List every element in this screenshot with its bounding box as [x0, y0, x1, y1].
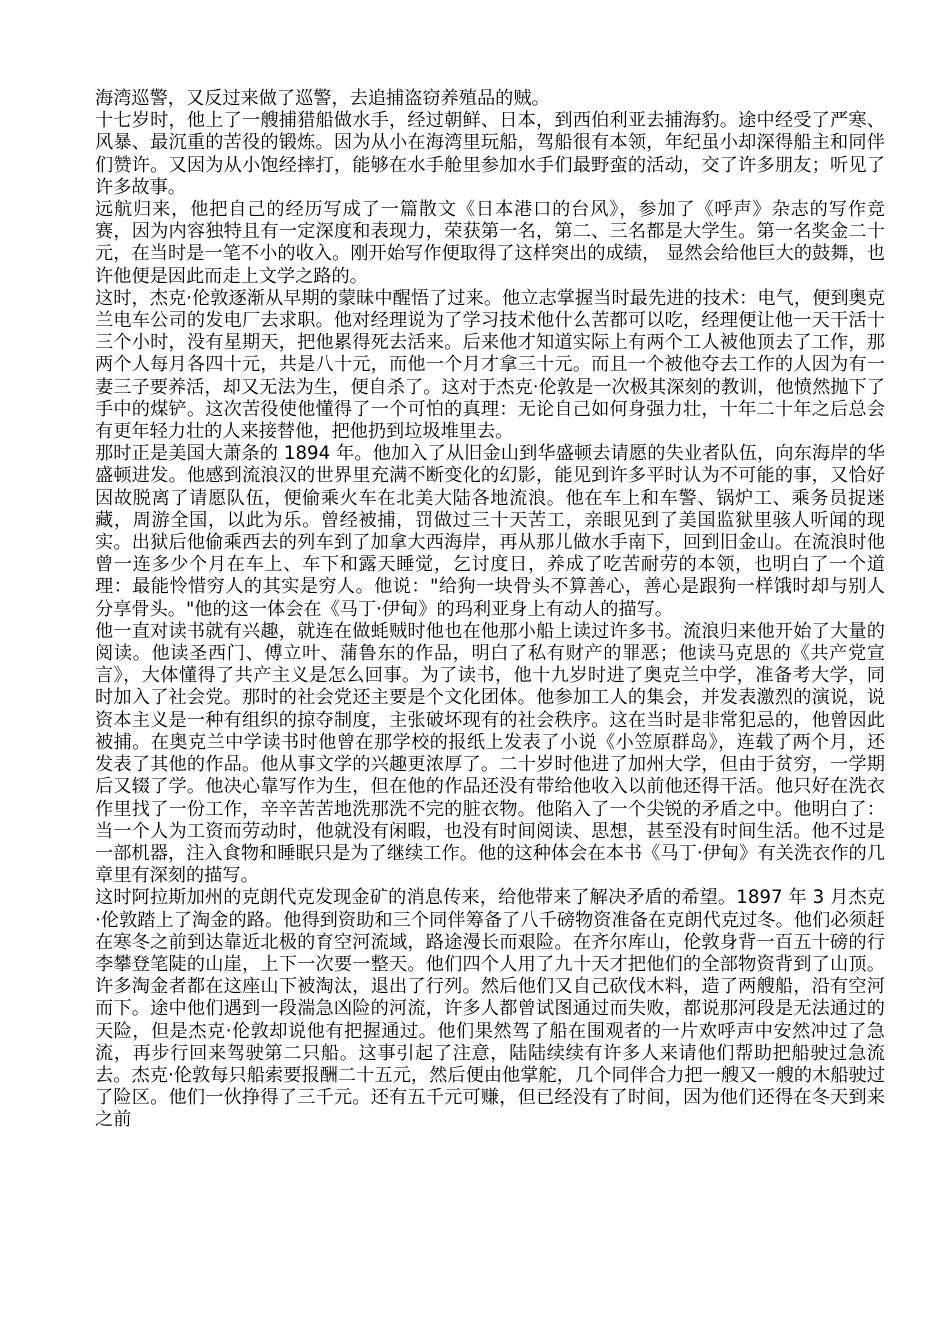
paragraph: 远航归来，他把自己的经历写成了一篇散文《日本港口的台风》，参加了《呼声》杂志的写作竞赛，因为内容独特且有一定深度和表现力，荣获第一名，第二、三名都是大学生。第一名奖金二十元，在当时是一笔不小的收入。刚开始写作便取得了这样突出的成绩， 显然会给他巨大的鼓舞，也许他便是因此而走上文学之路的。	[95, 199, 885, 287]
paragraph: 这时，杰克·伦敦逐渐从早期的蒙昧中醒悟了过来。他立志掌握当时最先进的技术：电气，便到奥克兰电车公司的发电厂去求职。他对经理说为了学习技术他什么苦都可以吃，经理便让他一天干活十三个小时，没有星期天，把他累得死去活来。后来他才知道实际上有两个工人被他顶去了工作，那两个人每月各四十元，共是八十元，而他一个月才拿三十元。而且一个被他夺去工作的人因为有一妻三子要养活，却又无法为生，便自杀了。这对于杰克·伦敦是一次极其深刻的教训，他愤然抛下了手中的煤铲。这次苦役使他懂得了一个可怕的真理：无论自己如何身强力壮，十年二十年之后总会有更年轻力壮的人来接替他，把他扔到垃圾堆里去。	[95, 287, 885, 443]
paragraph: 这时阿拉斯加州的克朗代克发现金矿的消息传来，给他带来了解决矛盾的希望。1897 年 3 月杰克·伦敦踏上了淘金的路。他得到资助和三个同伴筹备了八千磅物资准备在克朗代克过冬。他们必须赶在寒冬之前到达靠近北极的育空河流域，路途漫长而艰险。在齐尔库山，伦敦身背一百五十磅的行李攀登笔陡的山崖，上下一次要一整天。他们四个人用了九十天才把他们的全部物资背到了山顶。许多淘金者都在这座山下被淘汰，退出了行列。然后他们又自己砍伐木料，造了两艘船，沿有空河而下。途中他们遇到一段湍急凶险的河流，许多人都曾试图通过而失败，都说那河段是无法通过的天险，但是杰克·伦敦却说他有把握通过。他们果然驾了船在围观者的一片欢呼声中安然冲过了急流，再步行回来驾驶第二只船。这事引起了注意，陆陆续续有许多人来请他们帮助把船驶过急流去。杰克·伦敦每只船索要报酬二十五元，然后便由他掌舵，几个同伴合力把一艘又一艘的木船驶过了险区。他们一伙挣得了三千元。还有五千元可赚，但已经没有了时间，因为他们还得在冬天到来之前	[95, 887, 885, 1131]
document-body	[95, 88, 885, 1132]
paragraph: 十七岁时，他上了一艘捕猎船做水手，经过朝鲜、日本，到西伯利亚去捕海豹。途中经受了严寒、风暴、最沉重的苦役的锻炼。因为从小在海湾里玩船，驾船很有本领，年纪虽小却深得船主和同伴们赞许。又因为从小饱经摔打，能够在水手舱里参加水手们最野蛮的活动，交了许多朋友；听见了许多故事。	[95, 110, 885, 198]
paragraph: 海湾巡警，又反过来做了巡警，去追捕盗窃养殖品的贼。	[95, 88, 550, 109]
paragraph: 那时正是美国大萧条的 1894 年。他加入了从旧金山到华盛顿去请愿的失业者队伍，向东海岸的华盛顿进发。他感到流浪汉的世界里充满不断变化的幻影，能见到许多平时认为不可能的事，又恰好因故脱离了请愿队伍，便偷乘火车在北美大陆各地流浪。他在车上和车警、锅炉工、乘务员捉迷藏，周游全国，以此为乐。曾经被捕，罚做过三十天苦工，亲眼见到了美国监狱里骇人听闻的现实。出狱后他偷乘西去的列车到了加拿大西海岸，再从那儿做水手南下，回到旧金山。在流浪时他曾一连多少个月在车上、车下和露天睡觉，乞讨度日，养成了吃苦耐劳的本领，也明白了一个道理：最能怜惜穷人的其实是穷人。他说："给狗一块骨头不算善心，善心是跟狗一样饿时却与别人分享骨头。"他的这一体会在《马丁·伊甸》的玛利亚身上有动人的描写。	[95, 443, 885, 620]
paragraph: 他一直对读书就有兴趣，就连在做蚝贼时他也在他那小船上读过许多书。流浪归来他开始了大量的阅读。他读圣西门、傅立叶、蒲鲁东的作品，明白了私有财产的罪恶；他读马克思的《共产党宣言》，大体懂得了共产主义是怎么回事。为了读书，他十九岁时进了奥克兰中学，准备考大学，同时加入了社会党。那时的社会党还主要是个文化团体。他参加工人的集会，并发表激烈的演说，说资本主义是一种有组织的掠夺制度，主张破坏现有的社会秩序。这在当时是非常犯忌的，他曾因此被捕。在奥克兰中学读书时他曾在那学校的报纸上发表了小说《小笠原群岛》，连载了两个月，还发表了其他的作品。他从事文学的兴趣更浓厚了。二十岁时他进了加州大学，但由于贫穷，一学期后又辍了学。他决心靠写作为生，但在他的作品还没有带给他收入以前他还得干活。他只好在洗衣作里找了一份工作，辛辛苦苦地洗那洗不完的脏衣物。他陷入了一个尖锐的矛盾之中。他明白了：当一个人为工资而劳动时，他就没有闲暇，也没有时间阅读、思想，甚至没有时间生活。他不过是一部机器，注入食物和睡眠只是为了继续工作。他的这种体会在本书《马丁·伊甸》有关洗衣作的几章里有深刻的描写。	[95, 620, 885, 887]
